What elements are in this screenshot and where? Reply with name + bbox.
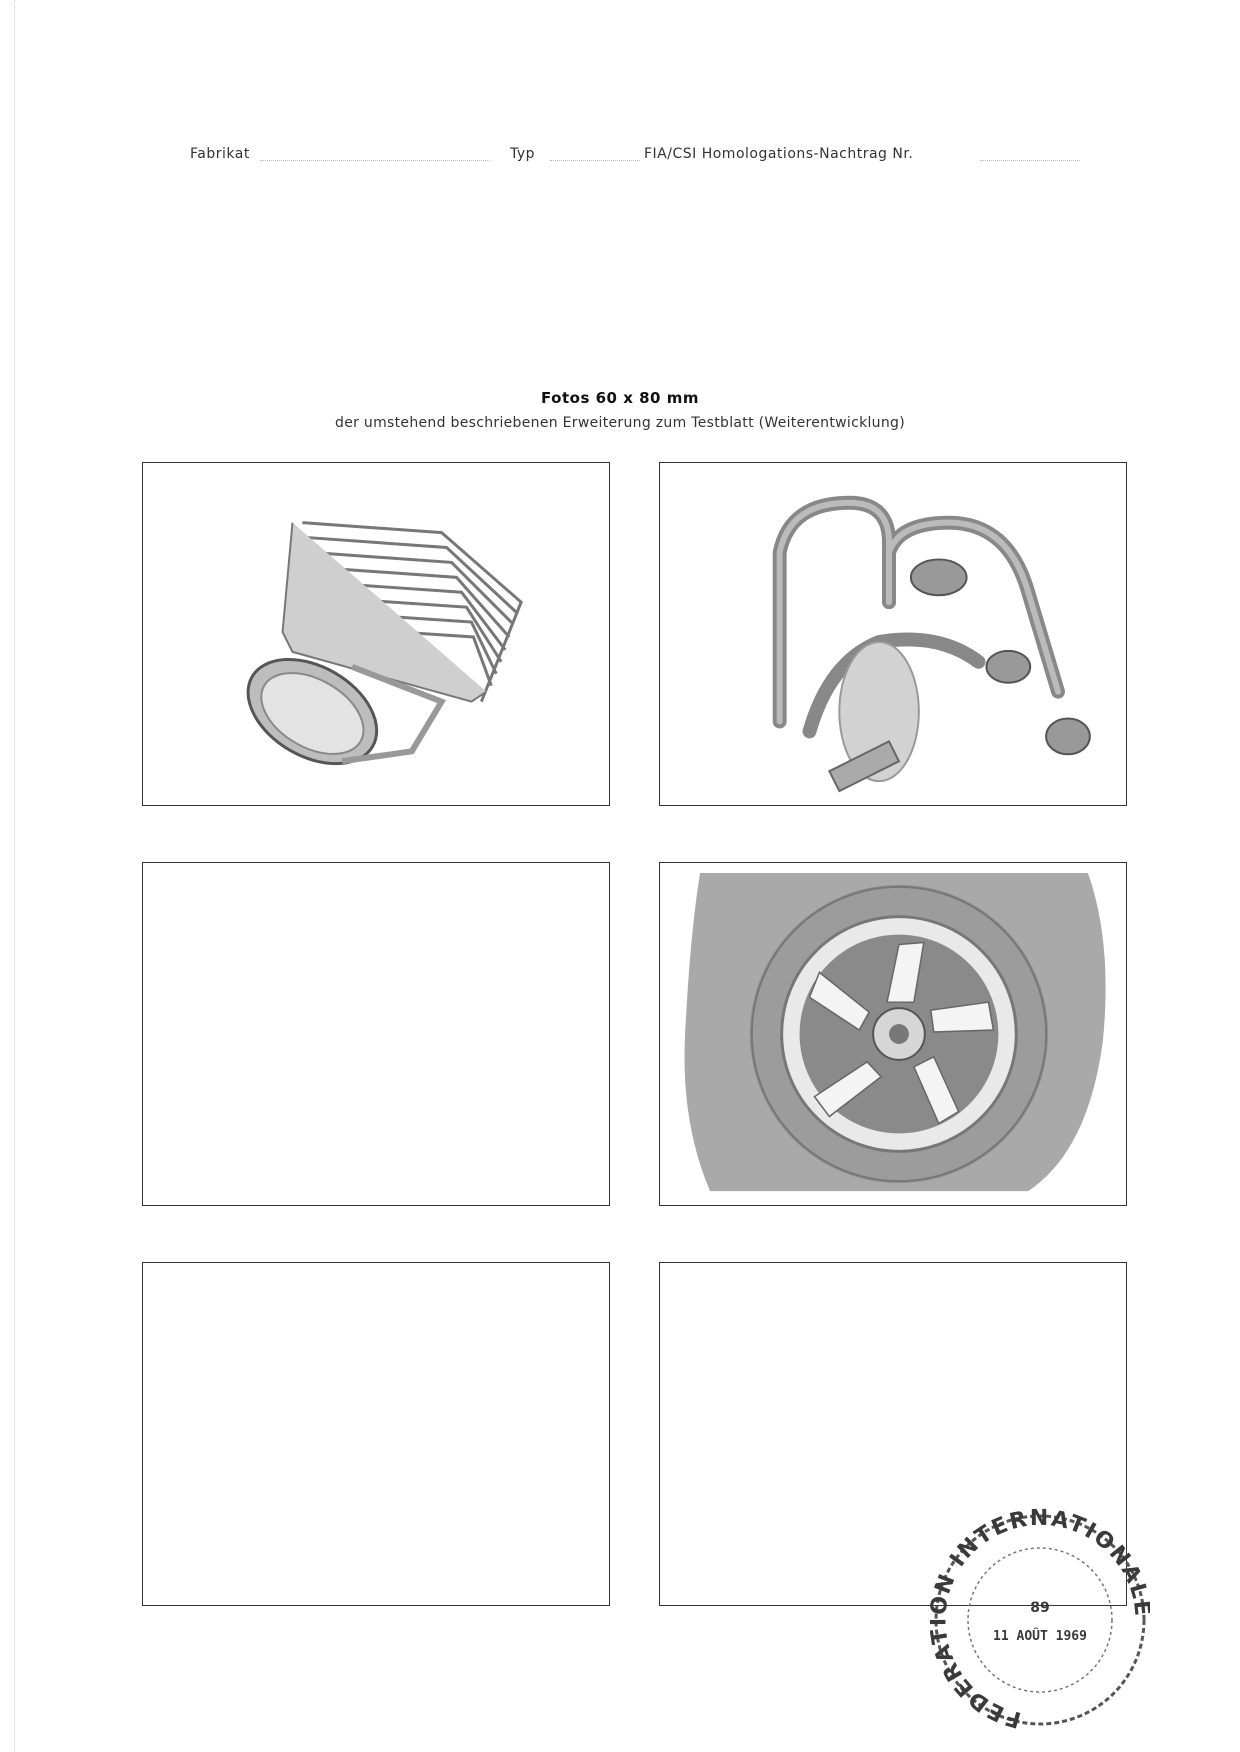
- photos-caption-subtitle: der umstehend beschriebenen Erweiterung zum Testblatt (Weiterentwicklung): [335, 415, 905, 431]
- photos-caption-title: Fotos 60 x 80 mm: [541, 389, 699, 407]
- photo-frame-empty-2: [142, 1262, 610, 1606]
- typ-dotted-field: [550, 160, 640, 161]
- exhaust-manifold-image: [660, 463, 1126, 805]
- fabrikat-dotted-field: [260, 160, 490, 161]
- stamp-seal-image: [930, 1500, 1150, 1740]
- wheel-image: [660, 863, 1126, 1205]
- photo-frame-empty-1: [142, 862, 610, 1206]
- svg-text:89: 89: [1030, 1600, 1050, 1616]
- svg-text:FEDERATION INTERNATIONALE: FEDERA N INTERNATIONAL: [930, 1505, 1150, 1732]
- nachtrag-label: FIA/CSI Homologations-Nachtrag Nr.: [644, 146, 914, 162]
- cylinder-barrel-image: [143, 463, 609, 805]
- header-line: [190, 146, 1090, 170]
- federation-stamp: [930, 1500, 1150, 1740]
- nachtrag-dotted-field: [980, 160, 1080, 161]
- svg-text:11 AOÛT 1969: 11 AOÛT 1969: [993, 1629, 1087, 1644]
- scan-margin-line: [14, 0, 15, 1752]
- photo-frame-wheel: [659, 862, 1127, 1206]
- photo-frame-exhaust: [659, 462, 1127, 806]
- photo-frame-cylinder: [142, 462, 610, 806]
- fabrikat-label: Fabrikat: [190, 146, 250, 162]
- typ-label: Typ: [510, 146, 536, 162]
